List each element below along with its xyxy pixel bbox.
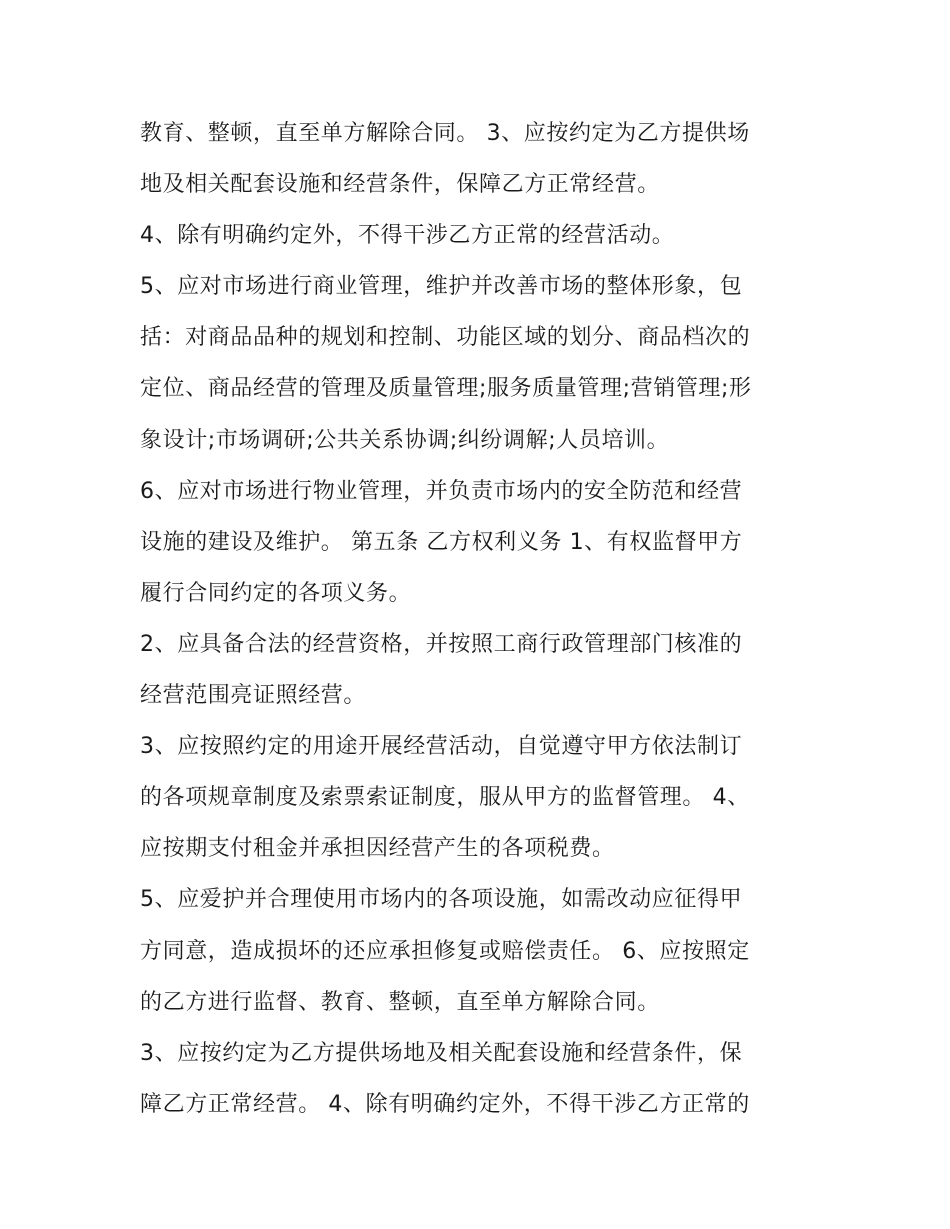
text-line: 障乙方正常经营。 4、除有明确约定外，不得干涉乙方正常的 xyxy=(140,1091,750,1117)
text-line: 3、应按照约定的用途开展经营活动，自觉遵守甲方依法制订 xyxy=(140,734,743,760)
text-line: 6、应对市场进行物业管理，并负责市场内的安全防范和经营 xyxy=(140,478,743,504)
text-line: 地及相关配套设施和经营条件，保障乙方正常经营。 xyxy=(140,172,660,198)
text-line: 的乙方进行监督、教育、整顿，直至单方解除合同。 xyxy=(140,989,660,1015)
text-line: 定位、商品经营的管理及质量管理;服务质量管理;营销管理;形 xyxy=(140,376,752,402)
text-line: 履行合同约定的各项义务。 xyxy=(140,580,412,606)
text-line: 4、除有明确约定外，不得干涉乙方正常的经营活动。 xyxy=(140,223,675,249)
text-line: 5、应爱护并合理使用市场内的各项设施，如需改动应征得甲 xyxy=(140,887,743,913)
text-line: 应按期支付租金并承担因经营产生的各项税费。 xyxy=(140,836,615,862)
text-line: 括：对商品品种的规划和控制、功能区域的划分、商品档次的 xyxy=(140,325,751,351)
text-line: 经营范围亮证照经营。 xyxy=(140,683,367,709)
text-line: 5、应对市场进行商业管理，维护并改善市场的整体形象，包 xyxy=(140,274,743,300)
text-line: 设施的建设及维护。 第五条 乙方权利义务 1、有权监督甲方 xyxy=(140,529,743,555)
text-line: 方同意，造成损坏的还应承担修复或赔偿责任。 6、应按照定 xyxy=(140,938,750,964)
text-line: 象设计;市场调研;公共关系协调;纠纷调解;人员培训。 xyxy=(140,427,670,453)
text-line: 3、应按约定为乙方提供场地及相关配套设施和经营条件，保 xyxy=(140,1040,743,1066)
document-body xyxy=(140,108,820,1130)
text-line: 教育、整顿，直至单方解除合同。 3、应按约定为乙方提供场 xyxy=(140,121,750,146)
text-line: 的各项规章制度及索票索证制度，服从甲方的监督管理。 4、 xyxy=(140,785,750,811)
text-line: 2、应具备合法的经营资格，并按照工商行政管理部门核准的 xyxy=(140,631,743,657)
